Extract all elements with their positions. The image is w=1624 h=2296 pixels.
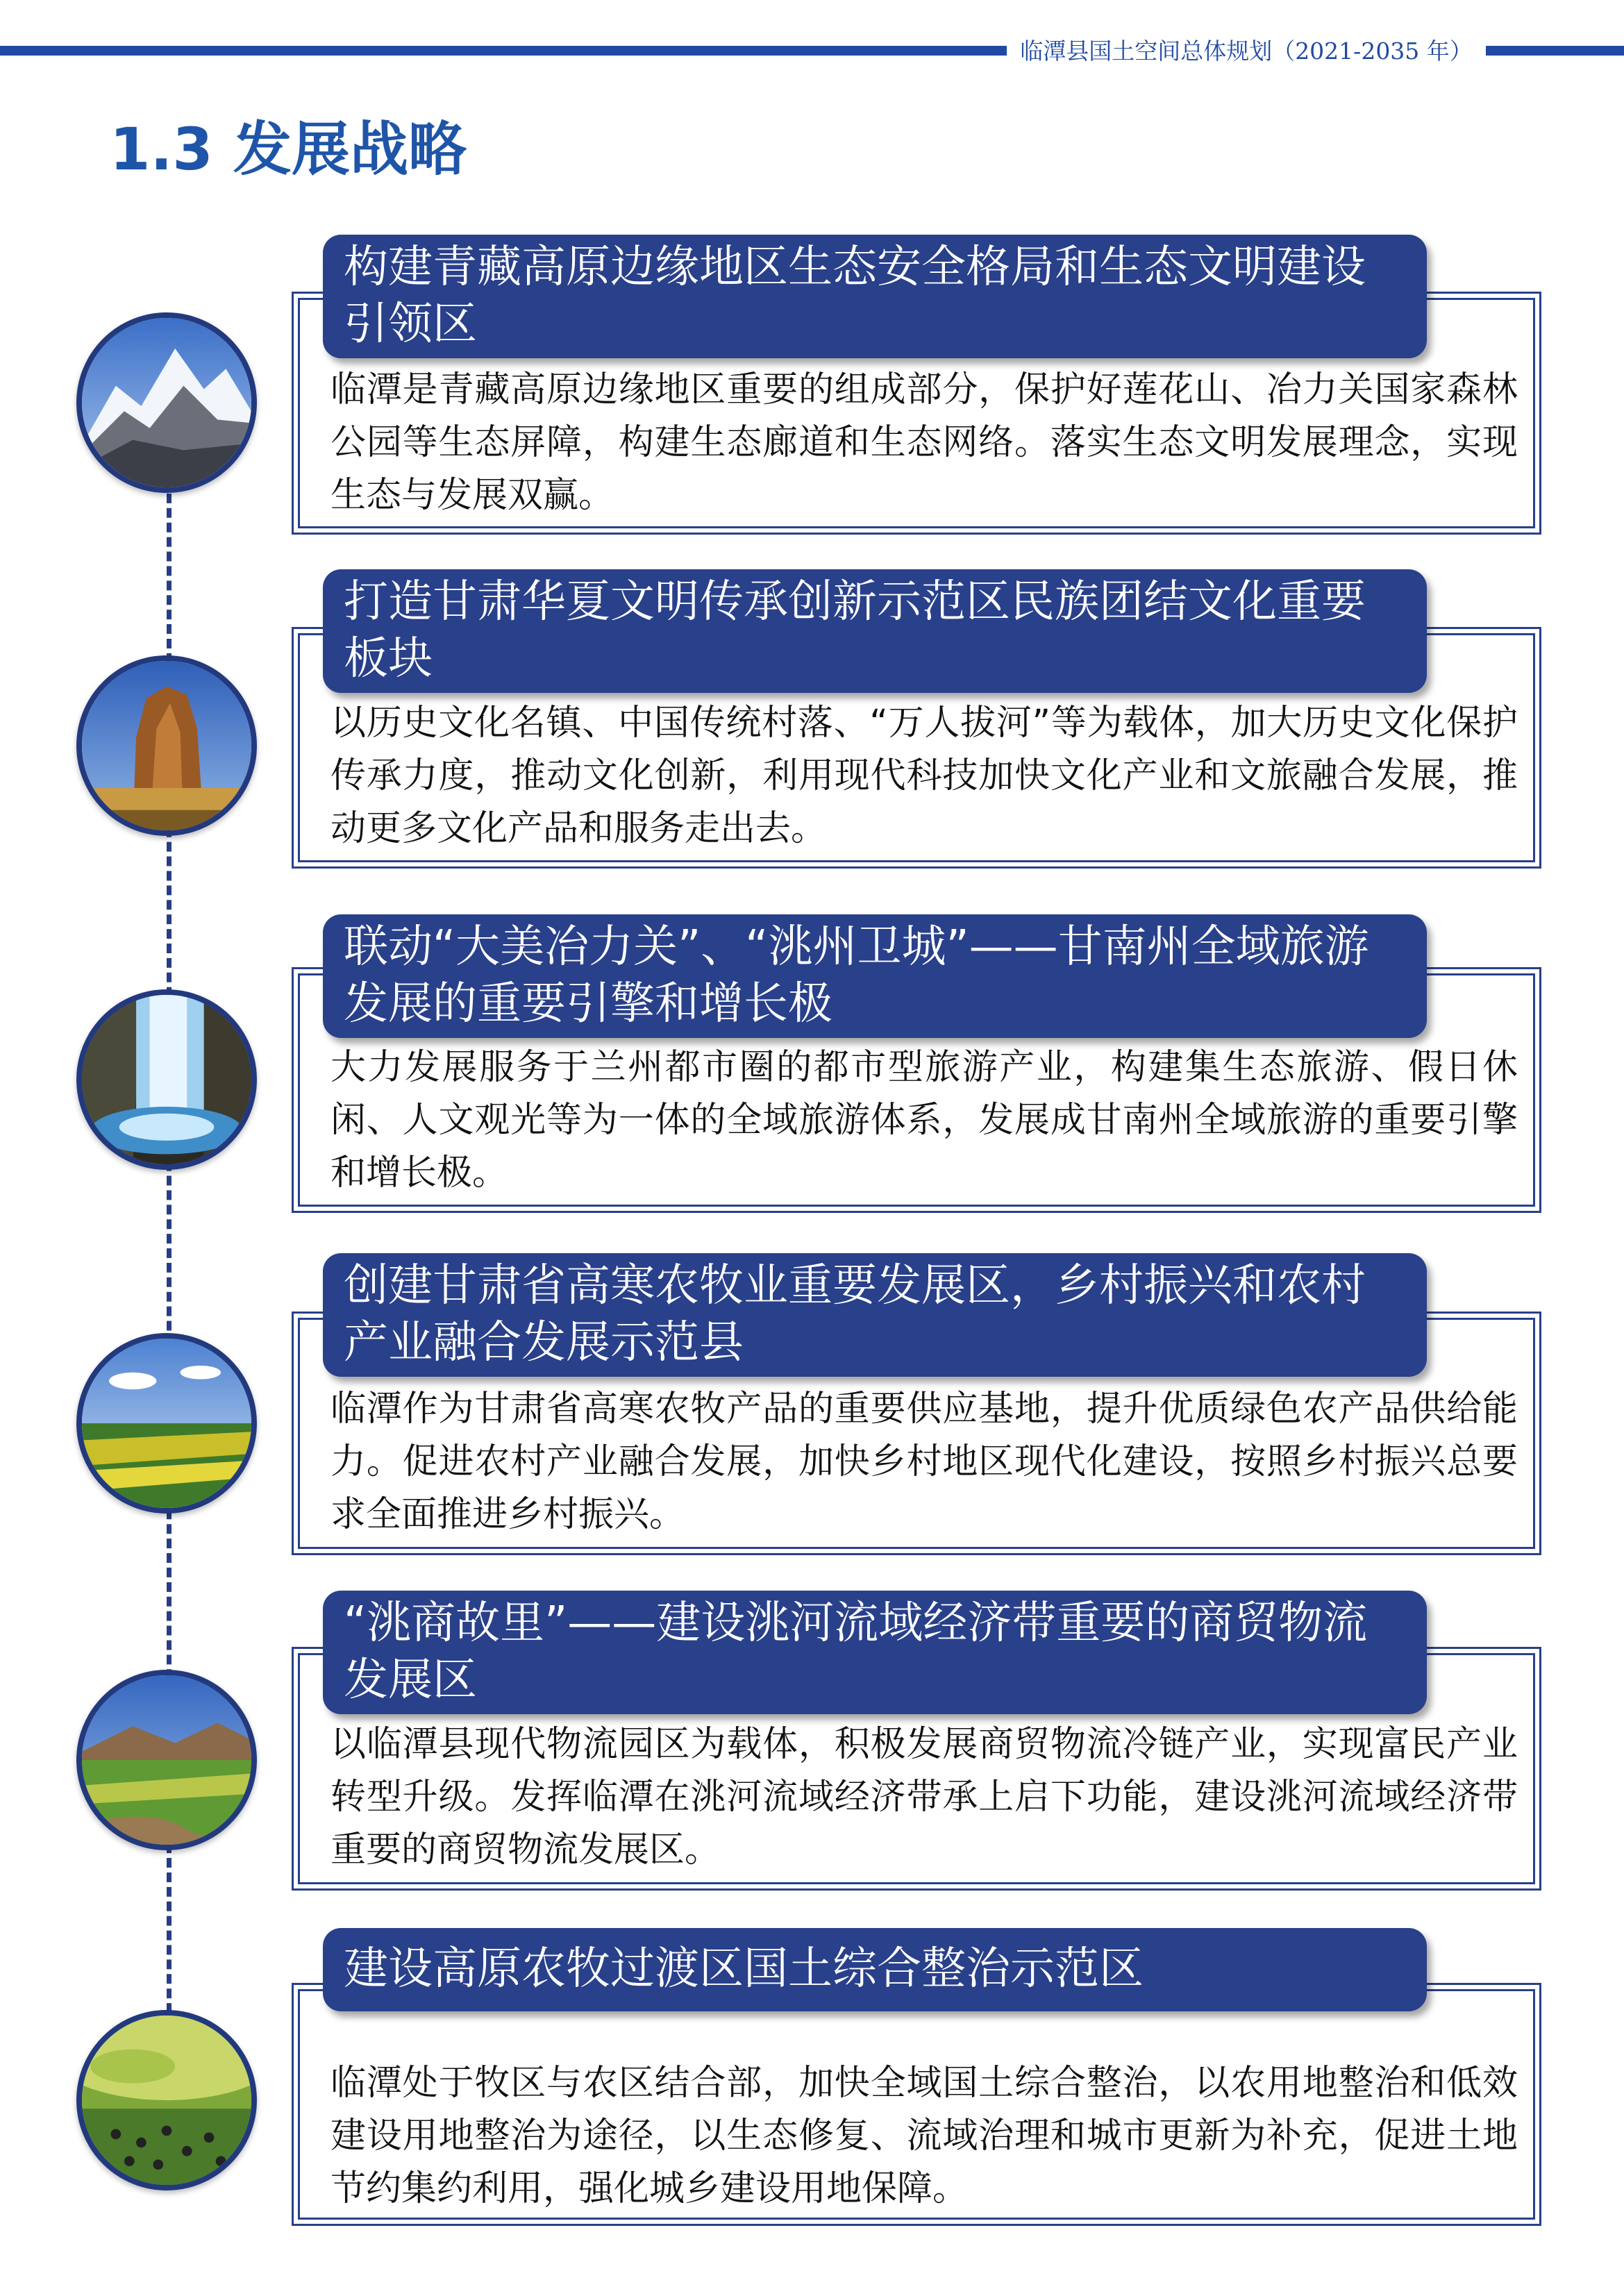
grassland-herd-photo [76, 2010, 257, 2190]
header-rule-right [1486, 46, 1624, 56]
strategy-body-2: 以历史文化名镇、中国传统村落、“万人拔河”等为载体，加大历史文化保护传承力度，推动文化创新，利用现代科技加快文化产业和文旅融合发展，推动更多文化产品和服务走出去。 [330, 703, 1518, 849]
strategy-body-6: 临潭处于牧区与农区结合部，加快全域国土综合整治，以农用地整治和低效建设用地整治为途径，以生态修复、流域治理和城市更新为补充，促进土地节约集约利用，强化城乡建设用地保障。 [330, 2063, 1518, 2209]
strategy-title-5: “洮商故里”——建设洮河流域经济带重要的商贸物流发展区 [323, 1591, 1427, 1714]
document-title: 临潭县国土空间总体规划（2021-2035 年） [1020, 37, 1473, 65]
waterfall-photo [76, 989, 257, 1170]
strategy-body-3: 大力发展服务于兰州都市圈的都市型旅游产业，构建集生态旅游、假日休闲、人文观光等为一体的全域旅游体系，发展成甘南州全域旅游的重要引擎和增长极。 [330, 1047, 1518, 1193]
header-rule-left [0, 46, 1007, 56]
strategy-title-3: 联动“大美冶力关”、“洮州卫城”——甘南州全域旅游发展的重要引擎和增长极 [323, 914, 1427, 1038]
snow-mountain-photo [76, 312, 257, 493]
page-title: 1.3 发展战略 [110, 115, 467, 183]
strategy-body-1: 临潭是青藏高原边缘地区重要的组成部分，保护好莲花山、冶力关国家森林公园等生态屏障，构建生态廊道和生态网络。落实生态文明发展理念，实现生态与发展双赢。 [330, 369, 1518, 516]
strategy-body-5: 以临潭县现代物流园区为载体，积极发展商贸物流冷链产业，实现富民产业转型升级。发挥临潭在洮河流域经济带承上启下功能，建设洮河流域经济带重要的商贸物流发展区。 [330, 1724, 1518, 1870]
strategy-body-4: 临潭作为甘肃省高寒农牧产品的重要供应基地，提升优质绿色农产品供给能力。促进农村产业融合发展，加快乡村地区现代化建设，按照乡村振兴总要求全面推进乡村振兴。 [330, 1389, 1518, 1535]
farmland-photo [76, 1333, 257, 1514]
strategy-title-6: 建设高原农牧过渡区国土综合整治示范区 [323, 1928, 1427, 2011]
strategy-title-1: 构建青藏高原边缘地区生态安全格局和生态文明建设引领区 [323, 235, 1427, 358]
rock-pillar-photo [76, 655, 257, 836]
strategy-title-4: 创建甘肃省高寒农牧业重要发展区，乡村振兴和农村产业融合发展示范县 [323, 1253, 1427, 1377]
river-valley-photo [76, 1670, 257, 1850]
strategy-title-2: 打造甘肃华夏文明传承创新示范区民族团结文化重要板块 [323, 569, 1427, 693]
